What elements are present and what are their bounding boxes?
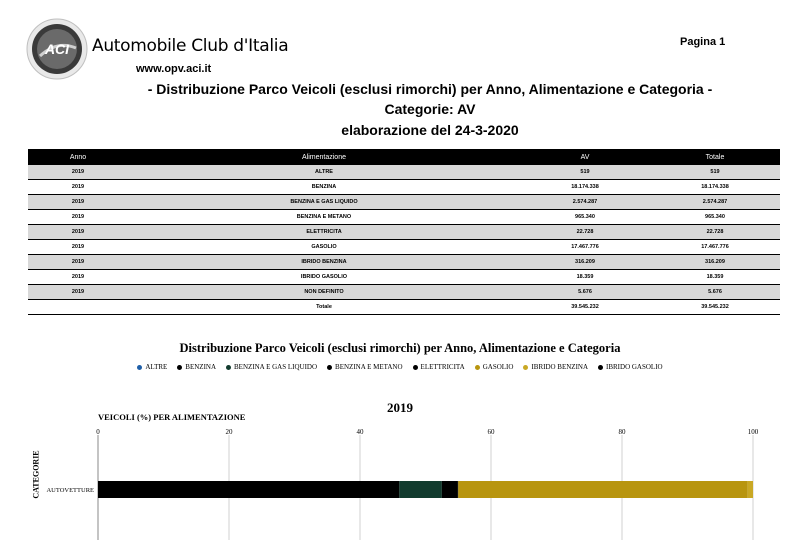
cell-alimentazione: BENZINA E METANO (128, 210, 520, 225)
legend-dot-icon (413, 365, 418, 370)
brand-name: Automobile Club d'Italia (92, 36, 289, 56)
x-tick-label: 0 (96, 428, 100, 436)
legend-dot-icon (226, 365, 231, 370)
table-row (28, 195, 780, 210)
cell-av: 316.209 (520, 255, 650, 270)
legend-item (475, 363, 514, 371)
report-date: elaborazione del 24-3-2020 (341, 122, 519, 138)
legend-dot-icon (598, 365, 603, 370)
cell-alimentazione: GASOLIO (128, 240, 520, 255)
cell-totale: 2.574.287 (650, 195, 780, 210)
table-row (28, 210, 780, 225)
cell-alimentazione: IBRIDO GASOLIO (128, 270, 520, 285)
legend-label: IBRIDO GASOLIO (606, 363, 663, 371)
table-row (28, 270, 780, 285)
cell-anno: 2019 (28, 195, 128, 210)
cell-totale: 18.174.338 (650, 180, 780, 195)
cell-alimentazione: BENZINA (128, 180, 520, 195)
cell-anno: 2019 (28, 180, 128, 195)
cell-av: 18.174.338 (520, 180, 650, 195)
bar-segment (442, 481, 458, 498)
total-cell-totale: 39.545.232 (650, 300, 780, 315)
legend-dot-icon (177, 365, 182, 370)
cell-totale: 5.676 (650, 285, 780, 300)
bar-segment (748, 481, 753, 498)
cell-av: 2.574.287 (520, 195, 650, 210)
report-title: - Distribuzione Parco Veicoli (esclusi rimorchi) per Anno, Alimentazione e Categoria - (147, 81, 713, 97)
cell-totale: 965.340 (650, 210, 780, 225)
cell-totale: 17.467.776 (650, 240, 780, 255)
cell-anno: 2019 (28, 210, 128, 225)
legend-dot-icon (327, 365, 332, 370)
cell-av: 22.728 (520, 225, 650, 240)
cell-av: 519 (520, 165, 650, 180)
x-tick-label: 60 (487, 428, 495, 436)
table-total-row (28, 300, 780, 315)
legend-dot-icon (475, 365, 480, 370)
legend-label: IBRIDO BENZINA (531, 363, 589, 371)
cell-totale: 316.209 (650, 255, 780, 270)
legend-label: GASOLIO (482, 363, 514, 371)
x-tick-label: 20 (225, 428, 233, 436)
chart-legend (0, 363, 800, 371)
legend-item (523, 363, 588, 371)
cell-anno: 2019 (28, 270, 128, 285)
legend-dot-icon (523, 365, 528, 370)
table-row (28, 255, 780, 270)
table-row (28, 180, 780, 195)
legend-label: BENZINA (185, 363, 217, 371)
legend-item (598, 363, 663, 371)
bar-segment (458, 481, 459, 498)
cell-anno: 2019 (28, 285, 128, 300)
cell-totale: 519 (650, 165, 780, 180)
cell-av: 17.467.776 (520, 240, 650, 255)
cell-av: 5.676 (520, 285, 650, 300)
table-row (28, 225, 780, 240)
legend-label: ALTRE (145, 363, 168, 371)
total-cell-anno (28, 300, 128, 315)
legend-dot-icon (137, 365, 142, 370)
legend-label: ELETTRICITA (420, 363, 465, 371)
cell-alimentazione: BENZINA E GAS LIQUIDO (128, 195, 520, 210)
table-row (28, 285, 780, 300)
col-header-alimentazione: Alimentazione (128, 149, 520, 165)
cell-av: 965.340 (520, 210, 650, 225)
table-row (28, 165, 780, 180)
aci-logo (26, 18, 88, 80)
cell-anno: 2019 (28, 240, 128, 255)
legend-item (137, 363, 167, 371)
cell-anno: 2019 (28, 225, 128, 240)
cell-anno: 2019 (28, 165, 128, 180)
cell-anno: 2019 (28, 255, 128, 270)
cell-totale: 18.359 (650, 270, 780, 285)
cell-alimentazione: ALTRE (128, 165, 520, 180)
table-header-row (28, 149, 780, 165)
stacked-bar-chart (0, 425, 800, 547)
x-tick-label: 80 (618, 428, 626, 436)
cell-totale: 22.728 (650, 225, 780, 240)
col-header-anno: Anno (28, 149, 128, 165)
legend-label: BENZINA E GAS LIQUIDO (234, 363, 318, 371)
y-axis-title: CATEGORIE (31, 450, 41, 499)
svg-text:ACI: ACI (44, 41, 70, 57)
legend-item (226, 363, 317, 371)
col-header-av: AV (520, 149, 650, 165)
total-cell-av: 39.545.232 (520, 300, 650, 315)
page-number: Pagina 1 (680, 36, 726, 48)
legend-label: BENZINA E METANO (335, 363, 403, 371)
chart-year: 2019 (387, 400, 413, 415)
x-tick-label: 40 (356, 428, 364, 436)
data-table (28, 149, 780, 315)
col-header-totale: Totale (650, 149, 780, 165)
bar-segment (399, 481, 442, 498)
x-axis-title: VEICOLI (%) PER ALIMENTAZIONE (98, 412, 246, 422)
cell-av: 18.359 (520, 270, 650, 285)
category-label: AUTOVETTURE (46, 487, 94, 494)
cell-alimentazione: NON DEFINITO (128, 285, 520, 300)
cell-alimentazione: IBRIDO BENZINA (128, 255, 520, 270)
report-category: Categorie: AV (384, 101, 476, 117)
legend-item (413, 363, 465, 371)
bar-segment (98, 481, 399, 498)
table-row (28, 240, 780, 255)
x-tick-label: 100 (747, 428, 759, 436)
bar-segment (458, 481, 748, 498)
total-cell-alimentazione: Totale (128, 300, 520, 315)
cell-alimentazione: ELETTRICITA (128, 225, 520, 240)
legend-item (327, 363, 403, 371)
chart-title: Distribuzione Parco Veicoli (esclusi rimorchi) per Anno, Alimentazione e Categoria (179, 341, 621, 355)
site-url[interactable]: www.opv.aci.it (136, 63, 212, 75)
legend-item (177, 363, 216, 371)
